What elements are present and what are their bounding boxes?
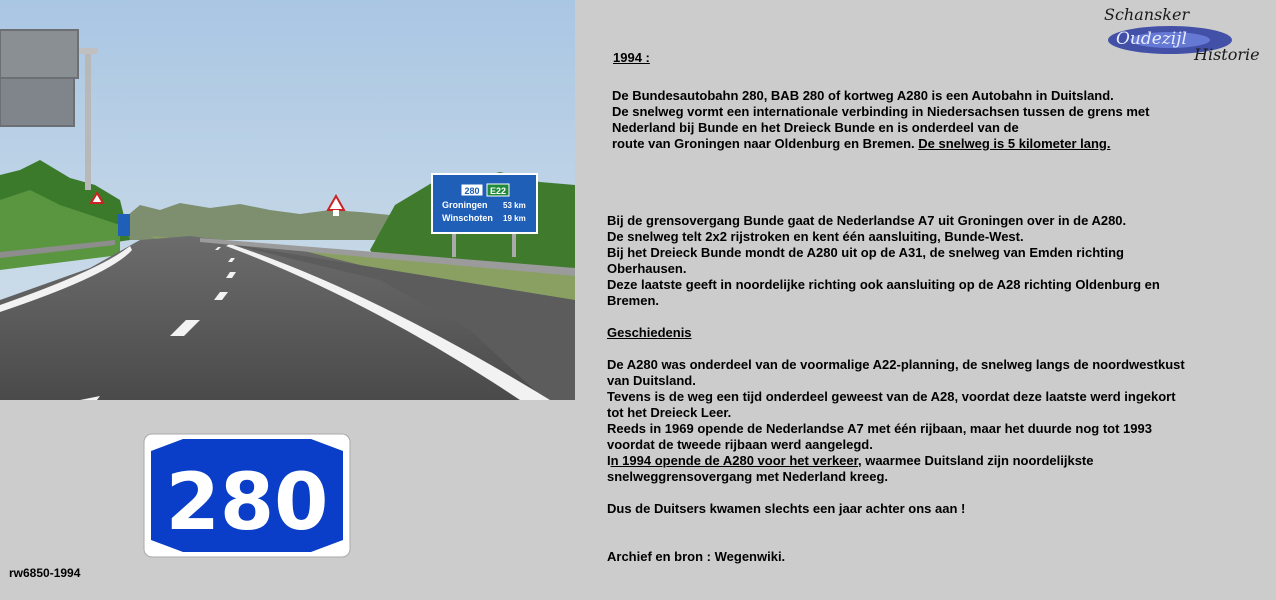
intro-line-3: Nederland bij Bunde en het Dreieck Bunde en is onderdeel van de — [612, 120, 1019, 135]
sign-route-number: 280 — [464, 186, 480, 196]
para1-line-1: Bij de grensovergang Bunde gaat de Nederlandse A7 uit Groningen over in de A280. — [607, 213, 1127, 228]
body-text — [607, 213, 1185, 565]
para2-line-6: voordat de tweede rijbaan werd aangelegd. — [607, 437, 873, 452]
para2-line-2: van Duitsland. — [607, 373, 696, 388]
intro-paragraph — [612, 88, 1149, 152]
intro-line-4-text: route van Groningen naar Oldenburg en Bremen. — [612, 136, 915, 151]
autobahn-photo — [0, 0, 575, 400]
para2-line-1: De A280 was onderdeel van de voormalige A22-planning, de snelweg langs de noordwestkust — [607, 357, 1185, 372]
image-caption: rw6850-1994 — [9, 566, 81, 580]
logo-line-3: Historie — [1194, 45, 1260, 64]
source-line: Archief en bron : Wegenwiki. — [607, 549, 786, 564]
para1-line-4: Oberhausen. — [607, 261, 687, 276]
para1-line-5: Deze laatste geeft in noordelijke richting ook aansluiting op de A28 richting Oldenburg en — [607, 277, 1160, 292]
para2-line-4: tot het Dreieck Leer. — [607, 405, 732, 420]
shield-number: 280 — [165, 458, 329, 548]
conclusion: Dus de Duitsers kwamen slechts een jaar achter ons aan ! — [607, 501, 966, 516]
sign-distance-2: 19 km — [503, 214, 526, 223]
logo-line-1: Schansker — [1104, 5, 1190, 24]
intro-line-4 — [612, 136, 1149, 152]
sign-european-route: E22 — [489, 186, 507, 196]
sign-distance-1: 53 km — [503, 201, 526, 210]
autobahn-280-shield — [143, 433, 351, 558]
intro-line-2: De snelweg vormt een internationale verbinding in Niedersachsen tussen de grens met — [612, 104, 1150, 119]
para2-line-8: snelweggrensovergang met Nederland kreeg. — [607, 469, 889, 484]
year-heading: 1994 : — [613, 50, 650, 65]
para2-line-7-suffix: , waarmee Duitsland zijn noordelijkste — [857, 453, 1094, 468]
para2-line-5: Reeds in 1969 opende de Nederlandse A7 met één rijbaan, maar het duurde nog tot 1993 — [607, 421, 1152, 436]
para2-line-7 — [607, 453, 1185, 469]
sign-destination-2: Winschoten — [442, 213, 493, 223]
intro-line-1: De Bundesautobahn 280, BAB 280 of kortweg A280 is een Autobahn in Duitsland. — [612, 88, 1114, 103]
para2-line-3: Tevens is de weg een tijd onderdeel geweest van de A28, voordat deze laatste werd ingekort — [607, 389, 1176, 404]
schansker-logo[interactable] — [1100, 4, 1272, 66]
opening-note: n 1994 opende de A280 voor het verkeer — [610, 453, 858, 468]
para1-line-3: Bij het Dreieck Bunde mondt de A280 uit op de A31, de snelweg van Emden richting — [607, 245, 1124, 260]
history-heading: Geschiedenis — [607, 325, 692, 340]
para2-line-7-prefix: I — [607, 453, 611, 468]
para1-line-2: De snelweg telt 2x2 rijstroken en kent één aansluiting, Bunde-West. — [607, 229, 1024, 244]
direction-sign — [432, 174, 537, 233]
length-note: De snelweg is 5 kilometer lang. — [918, 136, 1111, 151]
sign-destination-1: Groningen — [442, 200, 488, 210]
logo-line-2: Oudezijl — [1116, 29, 1187, 49]
para1-line-6: Bremen. — [607, 293, 660, 308]
